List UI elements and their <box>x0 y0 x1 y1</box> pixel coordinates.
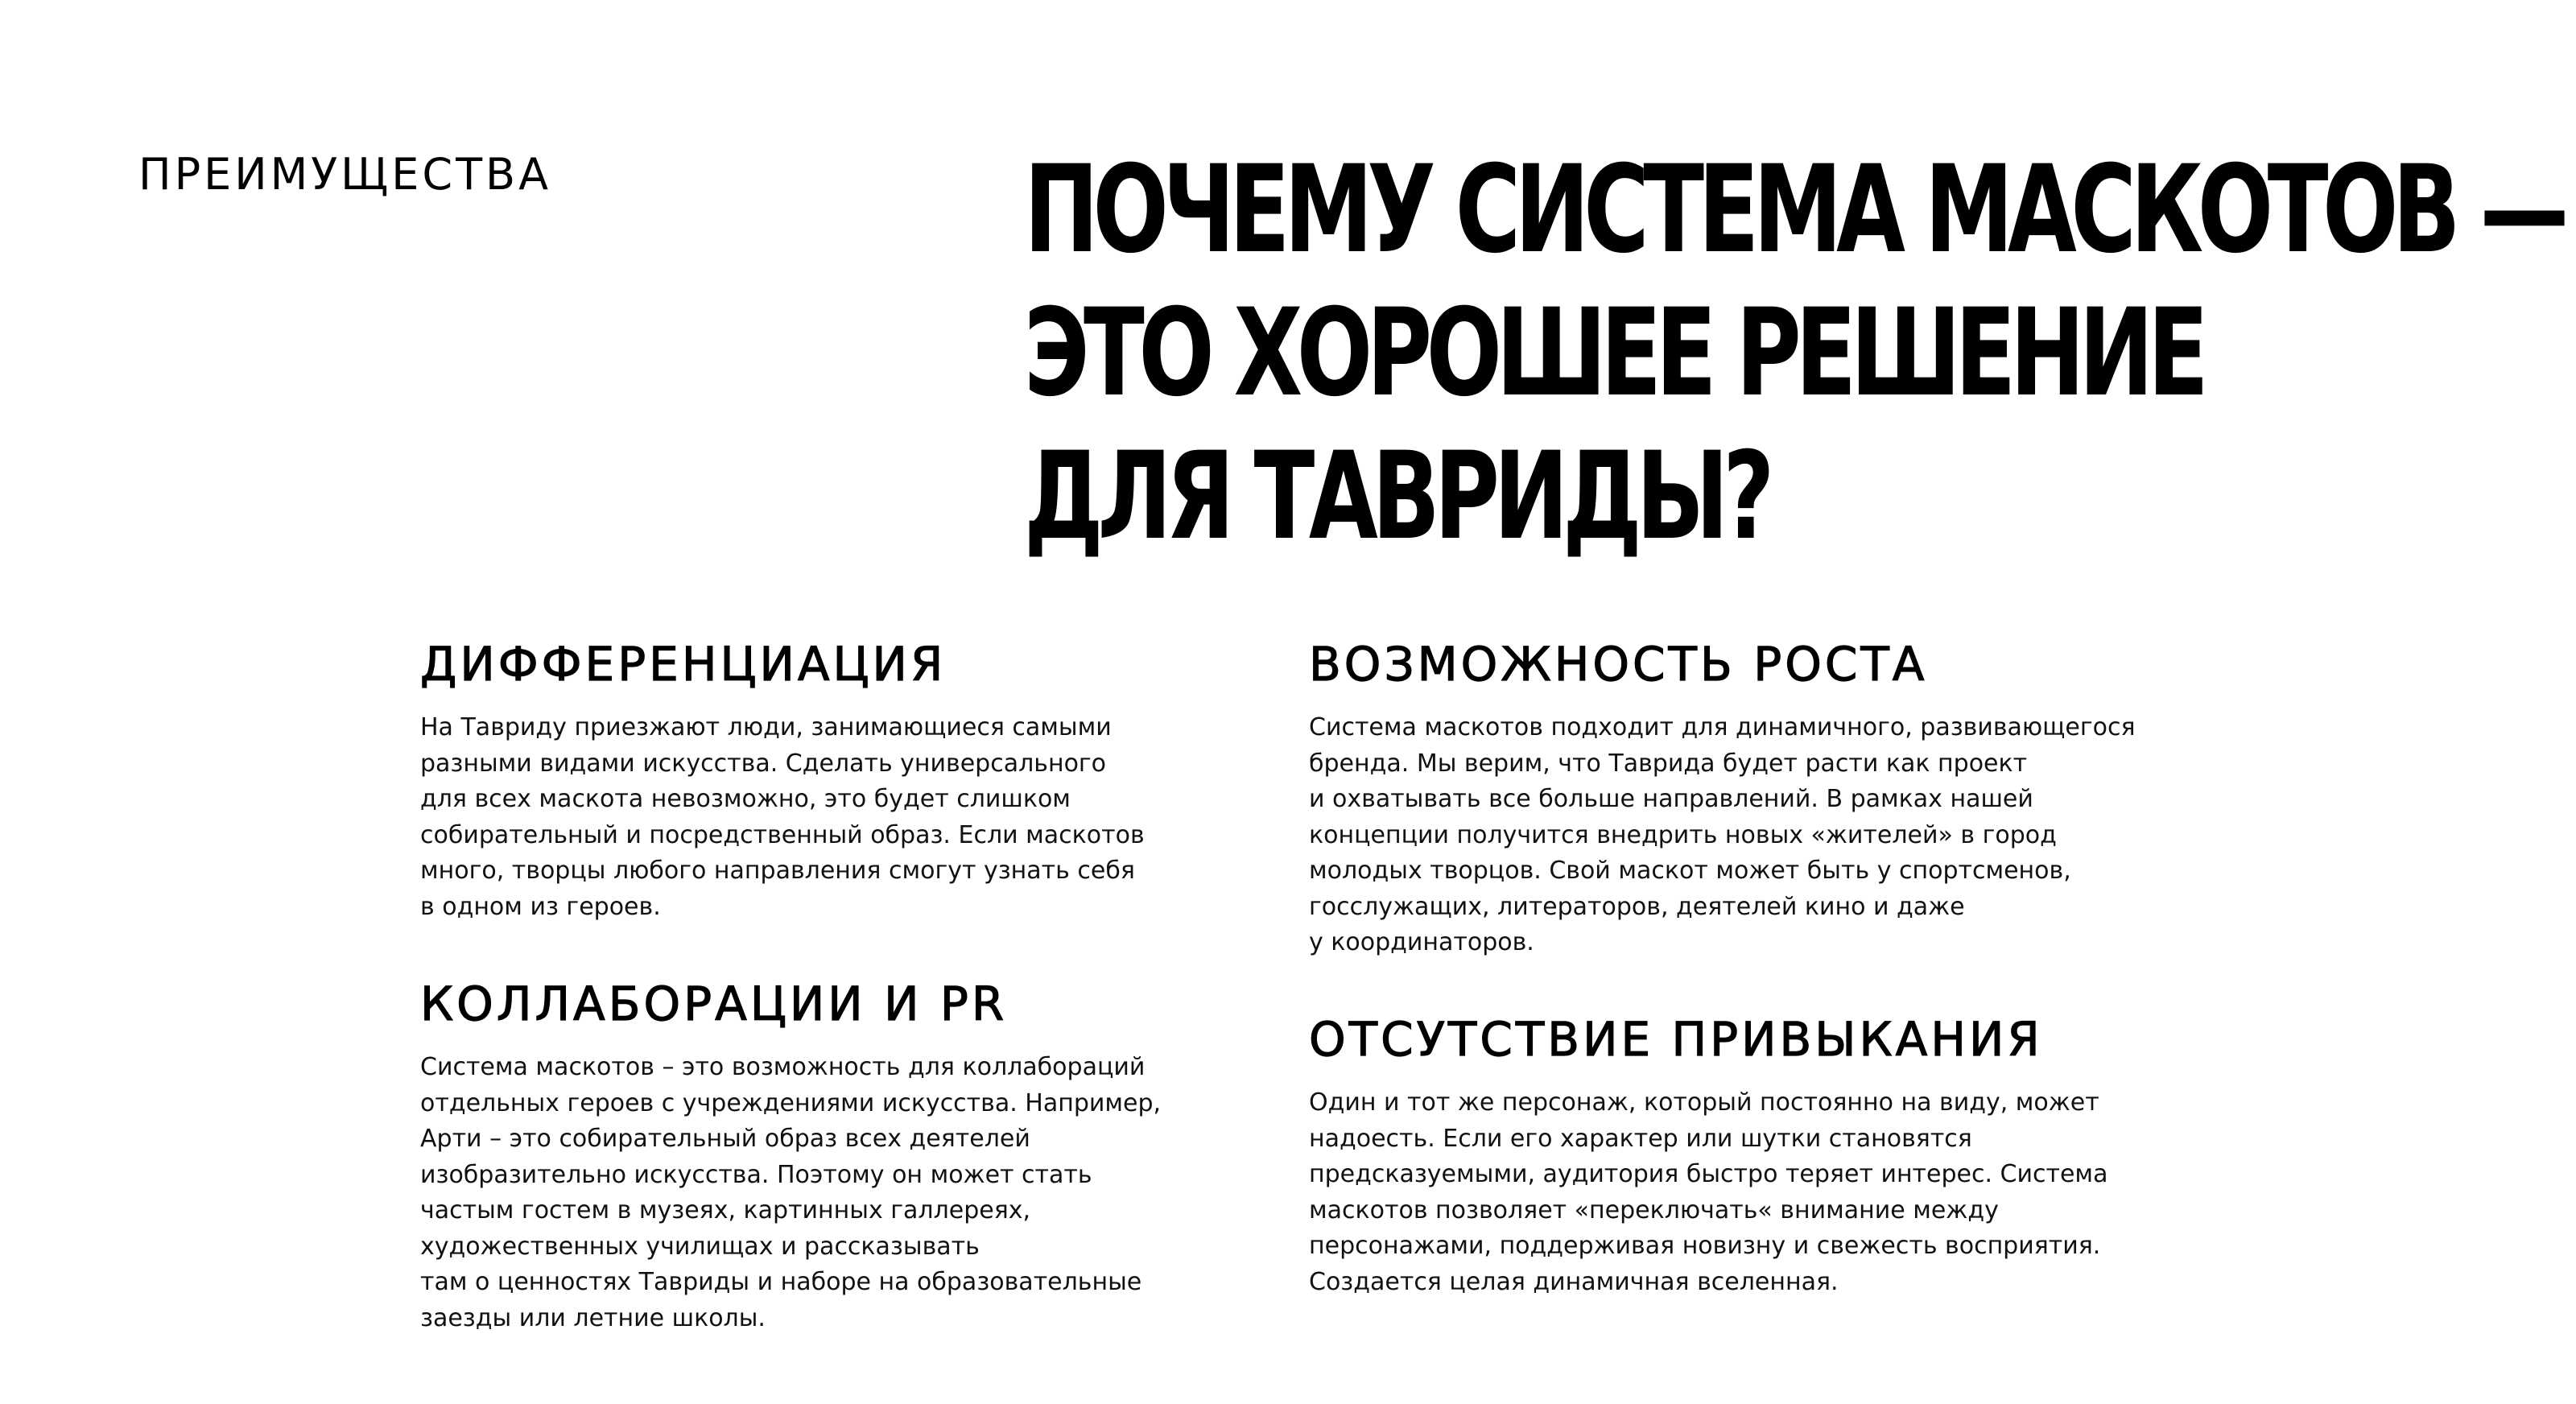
body-line: для всех маскота невозможно, это будет слишком <box>420 785 1071 813</box>
body-line: заезды или летние школы. <box>420 1303 766 1332</box>
body-line: надоесть. Если его характер или шутки становятся <box>1309 1124 1972 1153</box>
body-line: у координаторов. <box>1309 928 1534 956</box>
body-line: маскотов позволяет «переключать« внимание между <box>1309 1195 1999 1224</box>
body-line: собирательный и посредственный образ. Если маскотов <box>420 820 1145 849</box>
page-title-line: ПОЧЕМУ СИСТЕМА МАСКОТОВ — <box>1024 140 2564 280</box>
body-line: На Тавриду приезжают люди, занимающиеся самыми <box>420 713 1112 741</box>
block-heading: ОТСУТСТВИЕ ПРИВЫКАНИЯ <box>1309 1012 2043 1067</box>
block-body <box>1309 710 2235 961</box>
block-no-habituation <box>1309 1012 2235 1300</box>
block-heading: КОЛЛАБОРАЦИИ И PR <box>420 977 1008 1031</box>
body-line: много, творцы любого направления смогут узнать себя <box>420 857 1135 885</box>
block-heading: ДИФФЕРЕНЦИАЦИЯ <box>420 637 947 692</box>
page-title <box>1024 138 2563 568</box>
body-line: Один и тот же персонаж, который постоянно на виду, может <box>1309 1088 2099 1117</box>
body-line: предсказуемыми, аудитория быстро теряет интерес. Система <box>1309 1160 2108 1188</box>
body-line: концепции получится внедрить новых «жителей» в город <box>1309 820 2057 849</box>
body-line: частым гостем в музеях, картинных галлереях, <box>420 1196 1031 1224</box>
body-line: отдельных героев с учреждениями искусства. Например, <box>420 1088 1162 1117</box>
body-line: Арти – это собирательный образ всех деятелей <box>420 1125 1030 1153</box>
block-body <box>420 1050 1346 1336</box>
body-line: там о ценностях Тавриды и наборе на образовательные <box>420 1268 1142 1296</box>
body-line: разными видами искусства. Сделать универсального <box>420 749 1107 778</box>
block-growth <box>1309 637 2235 961</box>
body-line: госслужащих, литераторов, деятелей кино и даже <box>1309 892 1965 921</box>
body-line: изобразительно искусства. Поэтому он может стать <box>420 1160 1092 1189</box>
page-title-line: ЭТО ХОРОШЕЕ РЕШЕНИЕ <box>1024 283 2203 423</box>
section-label: ПРЕИМУЩЕСТВА <box>138 149 552 200</box>
block-body <box>420 710 1346 925</box>
block-collaborations <box>420 977 1346 1336</box>
body-line: персонажами, поддерживая новизну и свежесть восприятия. <box>1309 1232 2101 1260</box>
body-line: Система маскотов подходит для динамичного, развивающегося <box>1309 713 2136 741</box>
block-heading: ВОЗМОЖНОСТЬ РОСТА <box>1309 637 1928 692</box>
body-line: Создается целая динамичная вселенная. <box>1309 1267 1839 1296</box>
body-line: бренда. Мы верим, что Таврида будет расти как проект <box>1309 749 2028 778</box>
block-differentiation <box>420 637 1346 925</box>
block-body <box>1309 1085 2235 1300</box>
body-line: Система маскотов – это возможность для коллабораций <box>420 1053 1146 1081</box>
body-line: молодых творцов. Свой маскот может быть у спортсменов, <box>1309 857 2071 885</box>
body-line: художественных училищах и рассказывать <box>420 1232 980 1261</box>
page-title-line: ДЛЯ ТАВРИДЫ? <box>1024 427 1769 567</box>
body-line: и охватывать все больше направлений. В рамках нашей <box>1309 785 2033 813</box>
body-line: в одном из героев. <box>420 892 661 921</box>
